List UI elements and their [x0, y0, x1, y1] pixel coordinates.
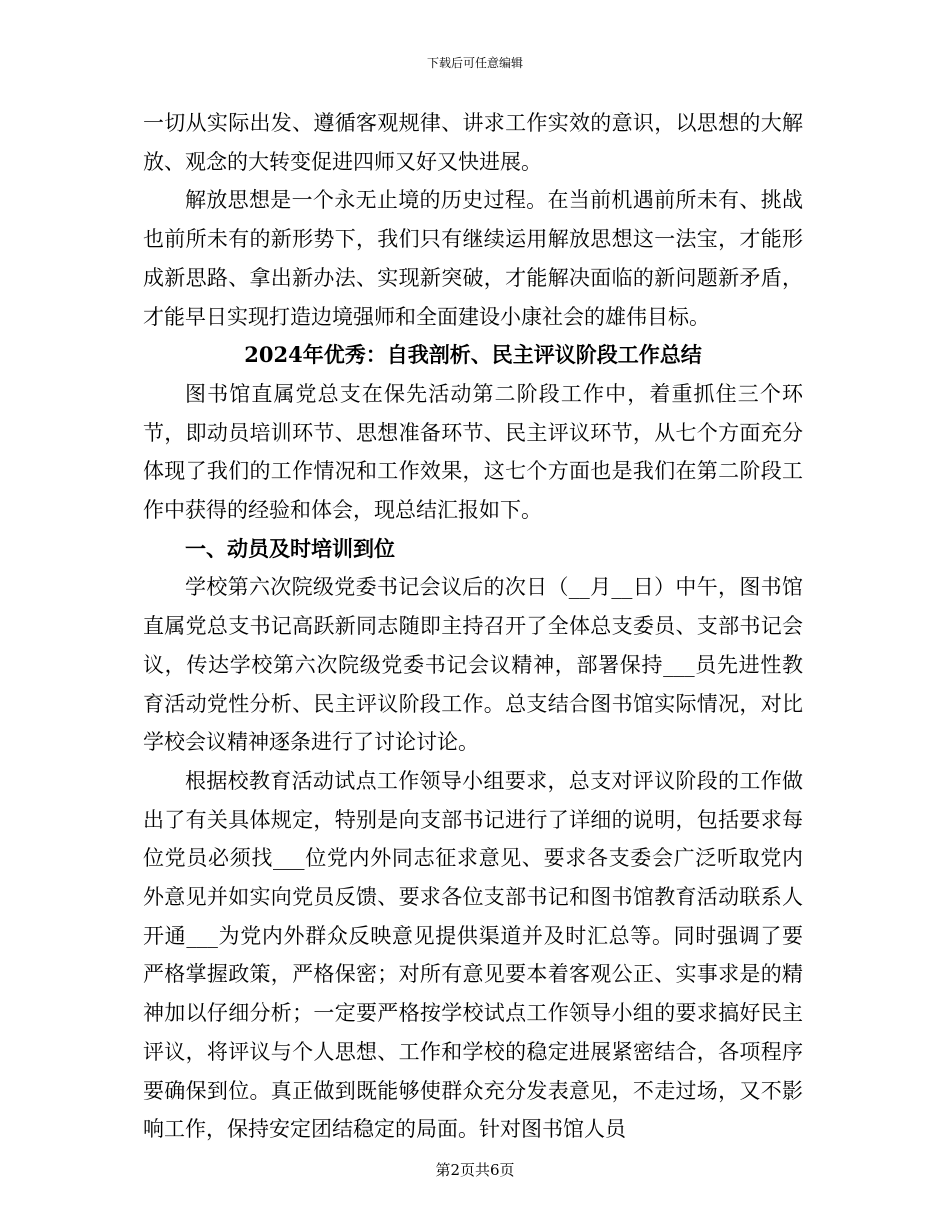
- paragraph-3: 图书馆直属党总支在保先活动第二阶段工作中，着重抓住三个环节，即动员培训环节、思想准备环节、民主评议环节，从七个方面充分体现了我们的工作情况和工作效果，这七个方面也是我们在第二阶段工作中获得的经验和体会，现总结汇报如下。: [143, 381, 803, 523]
- document-body: [143, 104, 803, 1149]
- paragraph-4: 学校第六次院级党委书记会议后的次日（__月__日）中午，图书馆直属党总支书记高跃新同志随即主持召开了全体总支委员、支部书记会议，传达学校第六次院级党委书记会议精神，部署保持___员先进性教育活动党性分析、民主评议阶段工作。总支结合图书馆实际情况，对比学校会议精神逐条进行了讨论讨论。: [143, 575, 803, 755]
- page-header-note: 下载后可任意编辑: [426, 56, 523, 70]
- paragraph-2: 解放思想是一个永无止境的历史过程。在当前机遇前所未有、挑战也前所未有的新形势下，我们只有继续运用解放思想这一法宝，才能形成新思路、拿出新办法、实现新突破，才能解决面临的新问题新矛盾，才能早日实现打造边境强师和全面建设小康社会的雄伟目标。: [143, 188, 803, 329]
- paragraph-5: 根据校教育活动试点工作领导小组要求，总支对评议阶段的工作做出了有关具体规定，特别是向支部书记进行了详细的说明，包括要求每位党员必须找___位党内外同志征求意见、要求各支委会广泛听取党内外意见并如实向党员反馈、要求各位支部书记和图书馆教育活动联系人开通___为党内外群众反映意见提供渠道并及时汇总等。同时强调了要严格掌握政策，严格保密；对所有意见要本着客观公正、实事求是的精神加以仔细分析；一定要严格按学校试点工作领导小组的要求搞好民主评议，将评议与个人思想、工作和学校的稳定进展紧密结合，各项程序要确保到位。真正做到既能够使群众充分发表意见，不走过场，又不影响工作，保持安定团结稳定的局面。针对图书馆人员: [143, 768, 803, 1142]
- section-heading-1: 一、动员及时培训到位: [185, 535, 395, 561]
- paragraph-1: 一切从实际出发、遵循客观规律、讲求工作实效的意识，以思想的大解放、观念的大转变促进四师又好又快进展。: [143, 111, 803, 174]
- document-title: 2024年优秀：自我剖析、民主评议阶段工作总结: [244, 342, 702, 368]
- page-number-footer: 第2页共6页: [435, 1161, 515, 1179]
